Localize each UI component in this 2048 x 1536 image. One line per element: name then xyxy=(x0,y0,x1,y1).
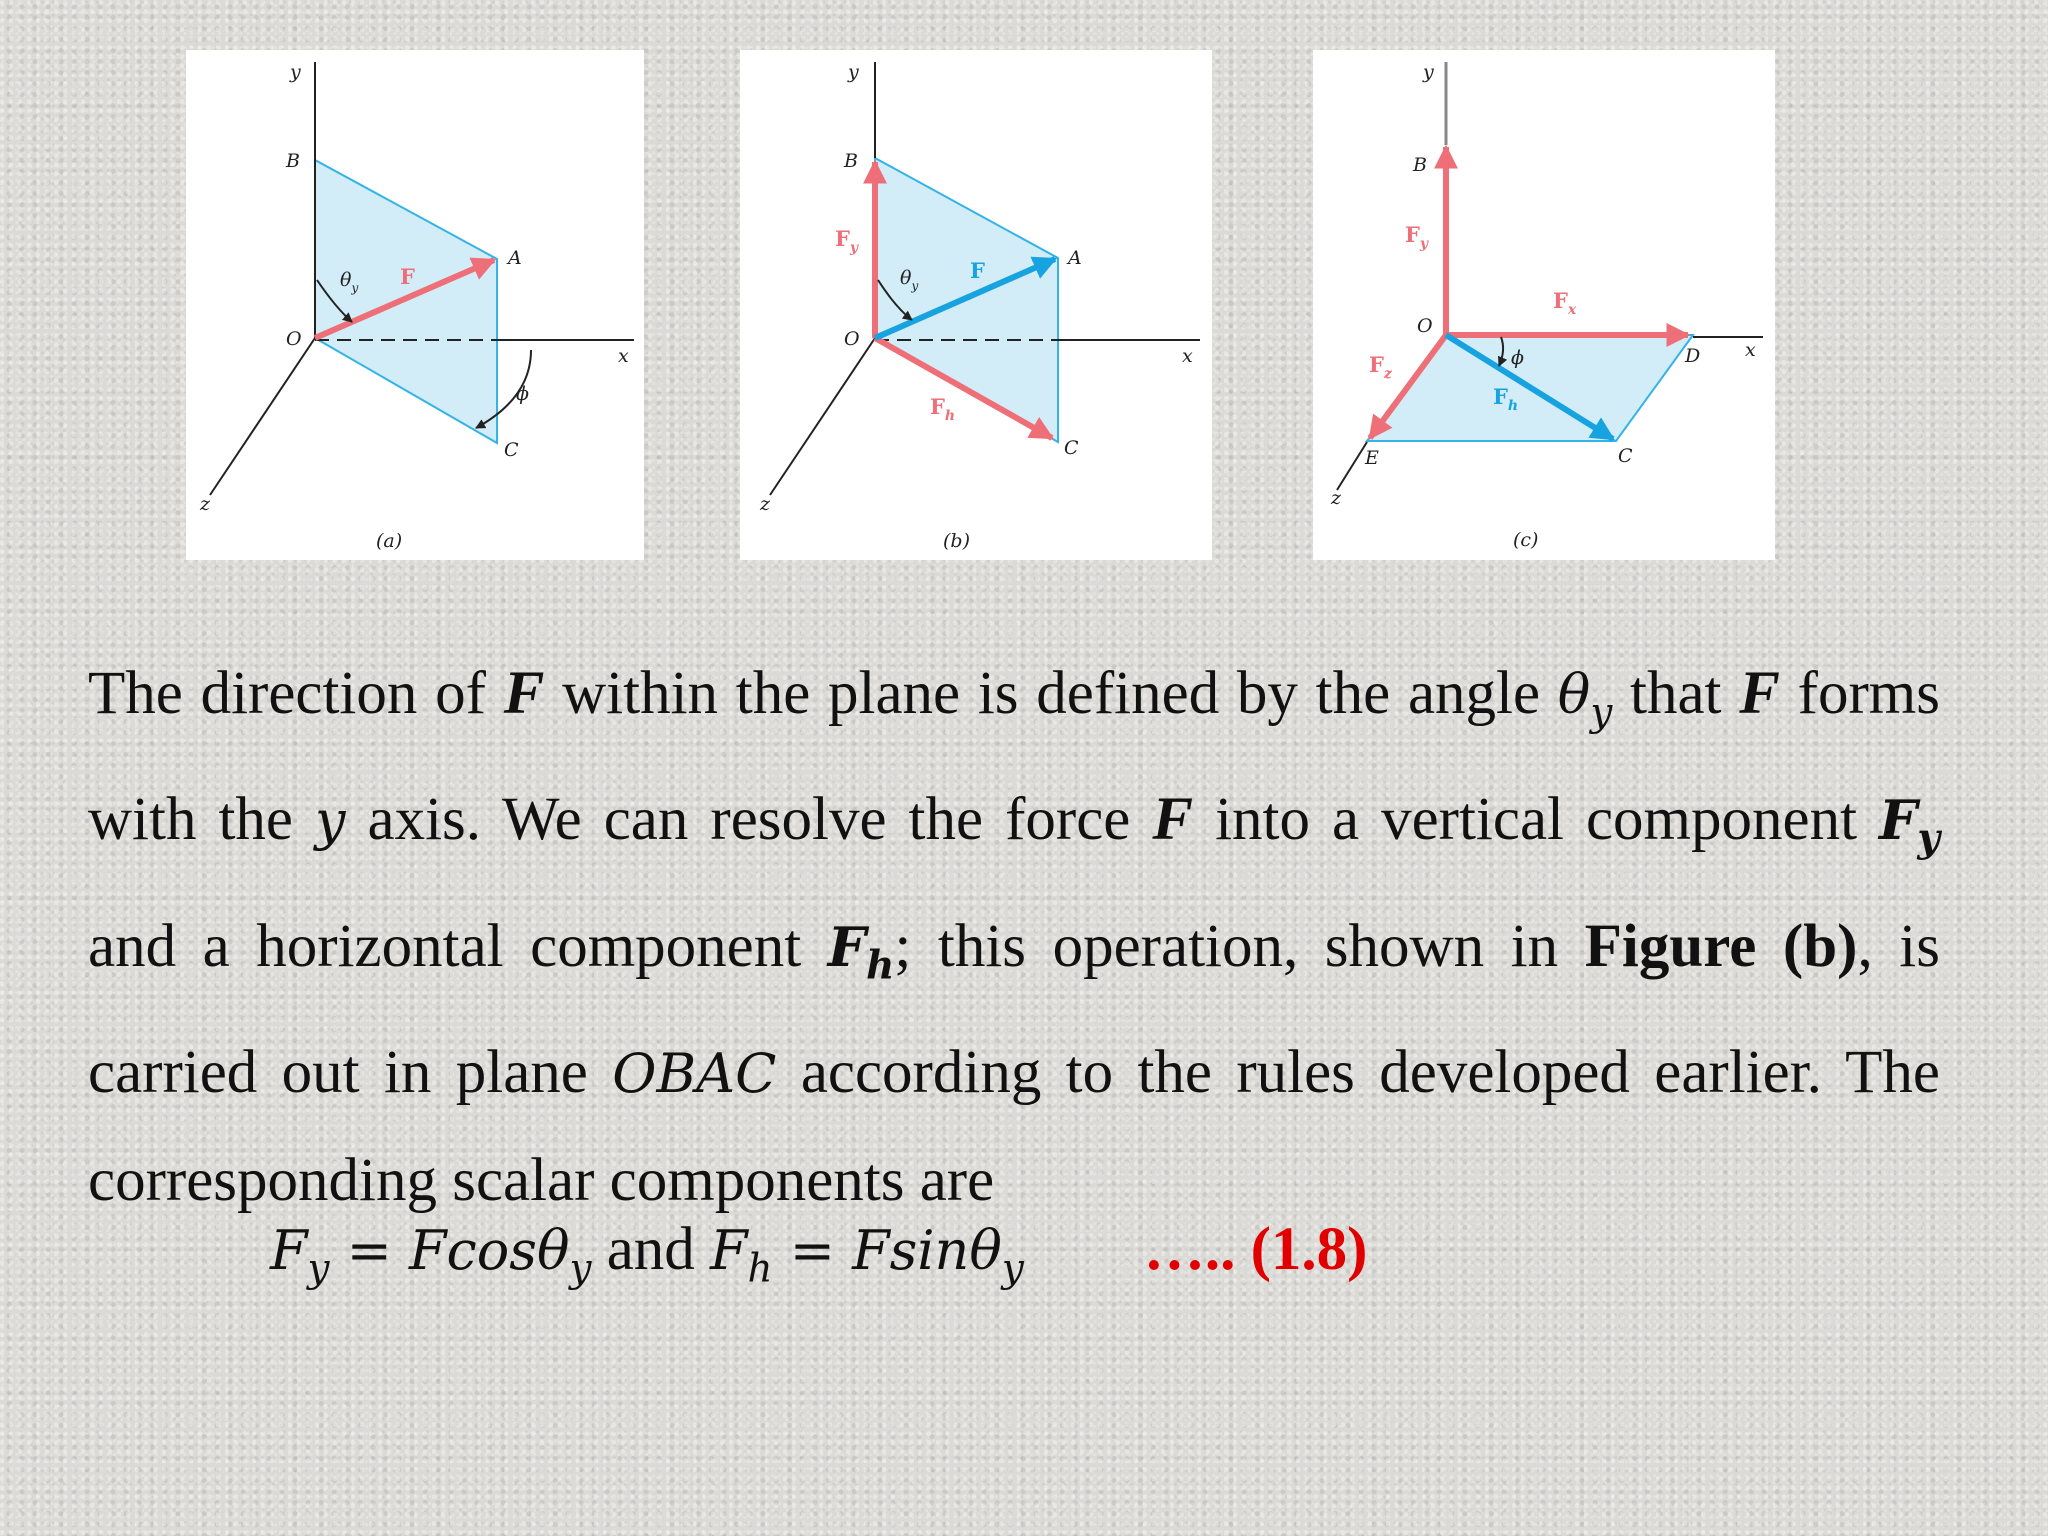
force-fy-label: $F_y$ xyxy=(1405,222,1429,252)
z-axis xyxy=(210,338,315,495)
equation-fh: $F_h = Fsin\theta_y$ xyxy=(710,1219,1024,1292)
point-d-label: D xyxy=(1685,345,1701,367)
text-run: forms with the xyxy=(88,660,1940,854)
symbol-plane: OBAC xyxy=(612,1042,777,1106)
x-label: x xyxy=(1745,339,1756,361)
caption-b: (b) xyxy=(943,530,970,552)
point-b-label: B xyxy=(1413,154,1427,176)
equation-1-8 xyxy=(270,1205,1367,1295)
equation-fy: $F_y = Fcos\theta_y$ xyxy=(270,1219,592,1292)
equation-number: ….. (1.8) xyxy=(1143,1216,1368,1283)
point-b-label: B xyxy=(286,150,300,172)
force-fx-label: $F_x$ xyxy=(1553,288,1577,318)
diagram-c xyxy=(1313,50,1775,560)
text-run: according to the rules developed earlier. The corresponding scalar components are xyxy=(88,1039,1940,1215)
text-run: , is carried out in plane xyxy=(88,912,1940,1107)
z-axis xyxy=(1337,442,1367,490)
phi-label: ϕ xyxy=(516,383,529,405)
figure-panel-c xyxy=(1313,50,1775,560)
point-o-label: O xyxy=(1417,315,1433,337)
text-run: that xyxy=(1612,660,1740,727)
text-run: and a horizontal component xyxy=(88,912,828,980)
text-run: into a vertical component xyxy=(1193,786,1880,854)
force-fh-label: $F_h$ xyxy=(1493,384,1519,414)
x-label: x xyxy=(1182,345,1193,367)
diagram-a xyxy=(186,50,644,560)
figure-panel-b xyxy=(740,50,1212,560)
z-label: z xyxy=(760,493,771,515)
force-fz-label: $F_z$ xyxy=(1369,352,1392,382)
point-o-label: O xyxy=(286,328,302,350)
z-axis xyxy=(770,338,875,495)
text-run: axis. We can resolve the force xyxy=(345,786,1153,854)
symbol-f: F xyxy=(1739,660,1780,727)
text-run: within the plane is defined by the angle xyxy=(544,660,1558,727)
caption-a: (a) xyxy=(376,530,403,552)
caption-c: (c) xyxy=(1513,529,1539,551)
body-paragraph xyxy=(88,640,1940,1234)
point-c-label: C xyxy=(1618,445,1633,467)
force-f-label: F xyxy=(400,264,415,289)
point-o-label: O xyxy=(844,328,860,350)
symbol-y: y xyxy=(315,789,346,853)
x-label: x xyxy=(618,345,629,367)
figure-panel-a xyxy=(186,50,644,560)
text-run: ; this operation, shown in xyxy=(894,912,1585,980)
point-e-label: E xyxy=(1365,447,1379,469)
force-fy-label: $F_y$ xyxy=(835,226,859,256)
phi-label: ϕ xyxy=(1511,347,1524,369)
z-label: z xyxy=(1331,487,1342,509)
point-b-label: B xyxy=(844,150,858,172)
theta-label: $\theta_y$ xyxy=(900,267,919,293)
z-label: z xyxy=(200,493,211,515)
y-label: y xyxy=(290,61,301,83)
diagram-b xyxy=(740,50,1212,560)
figure-reference: Figure (b) xyxy=(1584,912,1858,980)
symbol-f: F xyxy=(503,660,545,727)
point-c-label: C xyxy=(1064,437,1079,459)
symbol-f: F xyxy=(1152,786,1194,854)
y-label: y xyxy=(1423,61,1434,83)
equation-conjunction: and xyxy=(591,1216,711,1283)
symbol-fh: $F_h$ xyxy=(827,914,895,989)
force-f-label: F xyxy=(970,258,985,283)
force-fh-label: $F_h$ xyxy=(930,394,956,424)
point-a-label: A xyxy=(1068,247,1082,269)
symbol-theta-y: $\theta_y$ xyxy=(1557,663,1613,736)
point-c-label: C xyxy=(504,439,519,461)
symbol-fy: $F_y$ xyxy=(1879,788,1940,862)
text-run: The direction of xyxy=(88,660,504,727)
y-label: y xyxy=(848,61,859,83)
point-a-label: A xyxy=(508,247,522,269)
theta-label: $\theta_y$ xyxy=(340,269,359,295)
